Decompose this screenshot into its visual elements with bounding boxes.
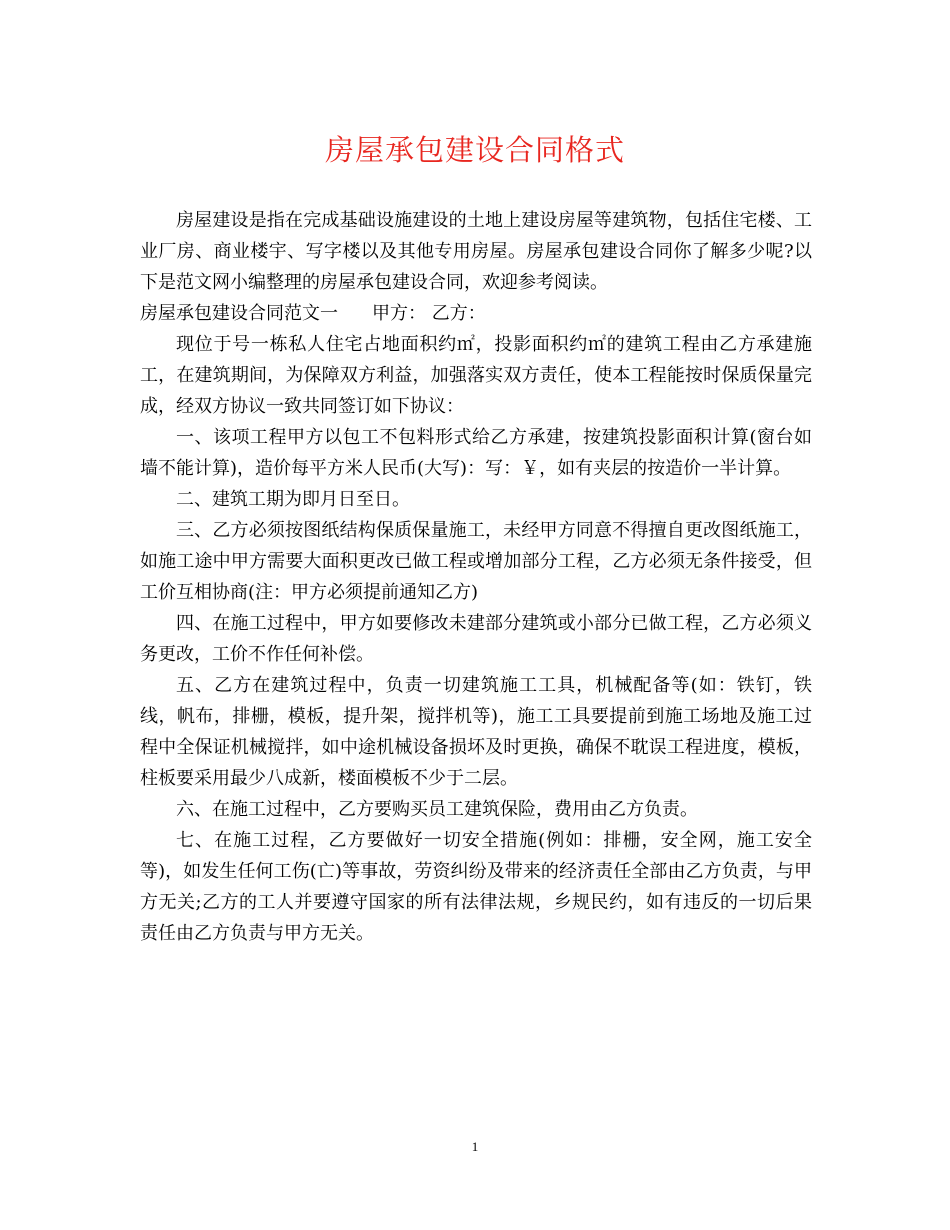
preamble-paragraph: 现位于号一栋私人住宅占地面积约㎡，投影面积约㎡的建筑工程由乙方承建施工，在建筑期间，为保障双方利益，加强落实双方责任，使本工程能按时保质保量完成，经双方协议一致共同签订如下协议：: [140, 334, 812, 417]
page-number: 1: [471, 1139, 479, 1154]
clause-3: 三、乙方必须按图纸结构保质保量施工，未经甲方同意不得擅自更改图纸施工，如施工途中甲方需要大面积更改已做工程或增加部分工程，乙方必须无条件接受，但工价互相协商(注：甲方必须提前通知乙方): [140, 520, 812, 603]
document-title: 房屋承包建设合同格式: [324, 133, 625, 167]
clause-5: 五、乙方在建筑过程中，负责一切建筑施工工具，机械配备等(如：铁钉，铁线，帆布，排栅，模板，提升架，搅拌机等)，施工工具要提前到施工场地及施工过程中全保证机械搅拌，如中途机械设备损坏及时更换，确保不耽误工程进度，模板，柱板要采用最少八成新，楼面模板不少于二层。: [140, 675, 812, 789]
party-a-label: 甲方：: [372, 303, 426, 324]
clause-6: 六、在施工过程中，乙方要购买员工建筑保险，费用由乙方负责。: [176, 799, 698, 820]
document-body: [140, 205, 812, 949]
intro-paragraph: 房屋建设是指在完成基础设施建设的土地上建设房屋等建筑物，包括住宅楼、工业厂房、商业楼宇、写字楼以及其他专用房屋。房屋承包建设合同你了解多少呢?以下是范文网小编整理的房屋承包建设合同，欢迎参考阅读。: [140, 210, 812, 293]
sample-heading: 房屋承包建设合同范文一: [140, 303, 338, 324]
clause-1: 一、该项工程甲方以包工不包料形式给乙方承建，按建筑投影面积计算(窗台如墙不能计算)，造价每平方米人民币(大写)：写：￥，如有夹层的按造价一半计算。: [140, 427, 812, 479]
sample-heading-line: [140, 298, 812, 329]
party-b-label: 乙方：: [431, 303, 486, 324]
clause-4: 四、在施工过程中，甲方如要修改未建部分建筑或小部分已做工程，乙方必须义务更改，工价不作任何补偿。: [140, 613, 812, 665]
clause-2: 二、建筑工期为即月日至日。: [176, 489, 410, 510]
clause-7: 七、在施工过程，乙方要做好一切安全措施(例如：排栅，安全网，施工安全等)，如发生任何工伤(亡)等事故，劳资纠纷及带来的经济责任全部由乙方负责，与甲方无关;乙方的工人并要遵守国家的所有法律法规，乡规民约，如有违反的一切后果责任由乙方负责与甲方无关。: [140, 830, 812, 944]
